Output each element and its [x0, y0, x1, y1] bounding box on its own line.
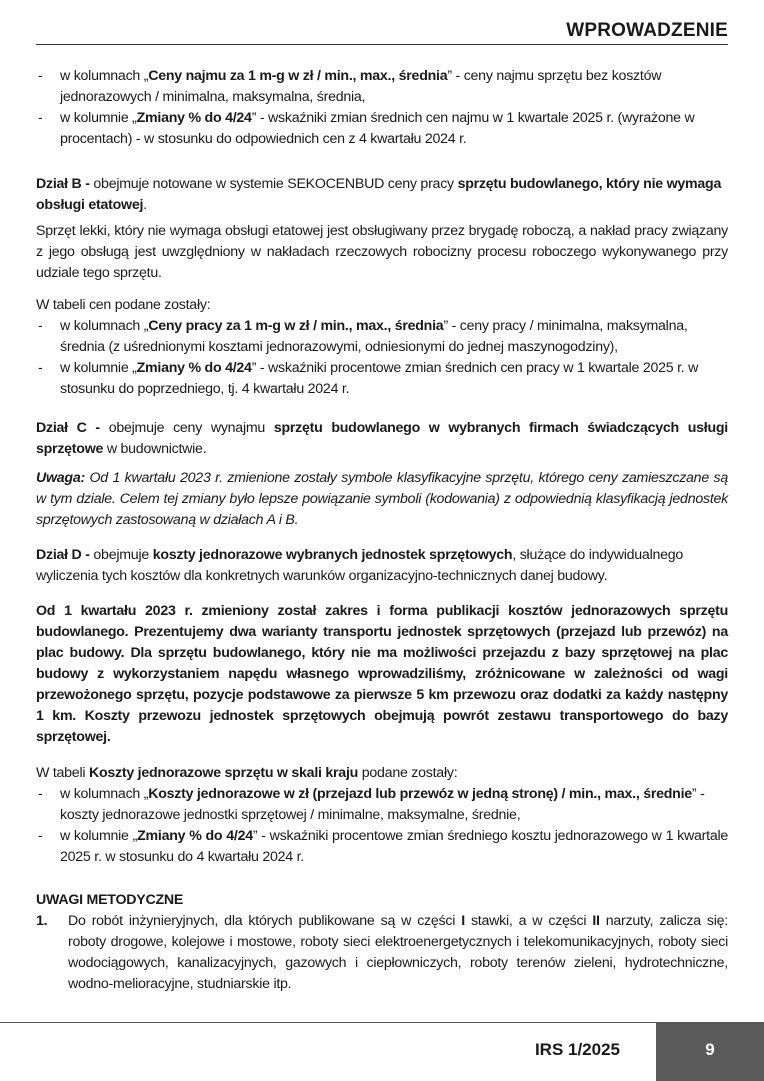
methodology-section — [36, 890, 728, 995]
section-b-intro: Dział B - obejmuje notowane w systemie SEKOCENBUD ceny pracy sprzętu budowlanego, który nie wymaga obsługi etatowej. — [36, 176, 722, 213]
page-number: 9 — [705, 1040, 715, 1059]
section-c-label: Dział C - — [36, 420, 100, 436]
note-label: Uwaga: — [36, 470, 85, 486]
section-b-label: Dział B - — [36, 176, 90, 192]
methodology-heading: UWAGI METODYCZNE — [36, 892, 184, 908]
section-d-intro: Dział D - obejmuje koszty jednorazowe wybranych jednostek sprzętowych, służące do indywidualnego wyliczenia tych kosztów dla konkretnych warunków organizacyjno-technicznych danej budowy. — [36, 547, 684, 584]
footer-bar — [0, 1022, 764, 1081]
intro-list — [36, 66, 728, 150]
section-c-note: Uwaga: Od 1 kwartału 2023 r. zmienione zostały symbole klasyfikacyjne sprzętu, którego ceny zamieszczane są w tym dziale. Celem tej zmiany było lepsze powiązanie symboli (kodowania) z odpowiednią klasyfikacją jednostek sprzętowych zastosowaną w działach A i B. — [36, 470, 728, 528]
section-b-paragraph: Sprzęt lekki, który nie wymaga obsługi etatowej jest obsługiwany przez brygadę roboczą, a nakład pracy związany z jego obsługą jest uwzględniony w nakładach rzeczowych robocizny procesu roboczego wykonywanego przy udziale tego sprzętu. — [36, 223, 728, 281]
footer-journal-label: IRS 1/2025 — [534, 1040, 620, 1059]
list-item: - w kolumnach „Ceny najmu za 1 m-g w zł / min., max., średnia” - ceny najmu sprzętu bez kosztów jednorazowych / minimalna, maksymalna, średnia, — [36, 66, 728, 108]
list-item: - w kolumnach „Ceny pracy za 1 m-g w zł / min., max., średnia” - ceny pracy / minimalna, maksymalna, średnia (z uśrednionymi kosztami jednorazowymi, odniesionymi do jednej maszynogodziny), — [36, 316, 728, 358]
list-item: - w kolumnie „Zmiany % do 4/24” - wskaźniki procentowe zmian średnich cen pracy w 1 kwartale 2025 r. w stosunku do poprzedniego, tj. 4 kwartału 2024 r. — [36, 358, 728, 400]
list-item: - w kolumnie „Zmiany % do 4/24” - wskaźniki procentowe zmian średniego kosztu jednorazowego w 1 kwartale 2025 r. w stosunku do 4 kwartału 2024 r. — [36, 826, 728, 868]
section-b-list: W tabeli cen podane zostały: - w kolumnach „Ceny pracy za 1 m-g w zł / min., max., średnia” - ceny pracy / minimalna, maksymalna, średnia (z uśrednionymi kosztami jednorazowymi, odniesionymi do jednej maszynogodziny), - w kolumnie „Zmiany % do 4/24” - wskaźniki procentowe zmian średnich cen pracy w 1 kwartale 2025 r. w stosunku do poprzedniego, tj. 4 kwartału 2024 r. — [36, 295, 728, 400]
header-rule — [36, 44, 728, 45]
list-item: 1. Do robót inżynieryjnych, dla których publikowane są w części I stawki, a w części II narzuty, zalicza się: roboty drogowe, kolejowe i mostowe, roboty sieci elektroenergetycznych i telekomunikacyjnych, roboty sieci wodociągowych, kanalizacyjnych, gazowych i ciepłowniczych, roboty terenów zieleni, hydrotechniczne, wodno-melioracyjne, studniarskie itp. — [36, 913, 728, 992]
section-d-list: W tabeli Koszty jednorazowe sprzętu w skali kraju podane zostały: - w kolumnach „Koszty jednorazowe w zł (przejazd lub przewóz w jedną stronę) / min., max., średnie” - koszty jednorazowe jednostki sprzętowej / minimalne, maksymalne, średnie, - w kolumnie „Zmiany % do 4/24” - wskaźniki procentowe zmian średniego kosztu jednorazowego w 1 kwartale 2025 r. w stosunku do 4 kwartału 2024 r. — [36, 763, 728, 868]
list-item: - w kolumnach „Koszty jednorazowe w zł (przejazd lub przewóz w jedną stronę) / min., max., średnie” - koszty jednorazowe jednostki sprzętowej / minimalne, maksymalne, średnie, — [36, 784, 728, 826]
list-item: - w kolumnie „Zmiany % do 4/24” - wskaźniki zmian średnich cen najmu w 1 kwartale 2025 r. (wyrażone w procentach) - w stosunku do odpowiednich cen z 4 kwartału 2024 r. — [36, 108, 728, 150]
item-number: 1. — [36, 913, 48, 929]
section-c-intro: Dział C - obejmuje ceny wynajmu sprzętu budowlanego w wybranych firmach świadczących usługi sprzętowe w budownictwie. — [36, 420, 729, 457]
section-c — [36, 418, 728, 460]
section-d — [36, 545, 728, 587]
page-header-title: WPROWADZENIE — [566, 20, 728, 41]
section-b — [36, 174, 728, 216]
section-d-label: Dział D - — [36, 547, 90, 563]
section-d-bold-paragraph: Od 1 kwartału 2023 r. zmieniony został zakres i forma publikacji kosztów jednorazowych sprzętu budowlanego. Prezentujemy dwa warianty transportu jednostek sprzętowych (przejazd lub przewóz) na plac budowy. Dla sprzętu budowlanego, który nie ma możliwości przejazdu z bazy sprzętowej na plac budowy z wykorzystaniem napędu własnego wprowadziliśmy, zróżnicowane w zależności od wagi przewożonego sprzętu, pozycje podstawowe za pierwsze 5 km przewozu oraz dodatki za każdy następny 1 km. Koszty przewozu jednostek sprzętowych obejmują powrót zestawu transportowego do bazy sprzętowej. — [36, 603, 728, 745]
